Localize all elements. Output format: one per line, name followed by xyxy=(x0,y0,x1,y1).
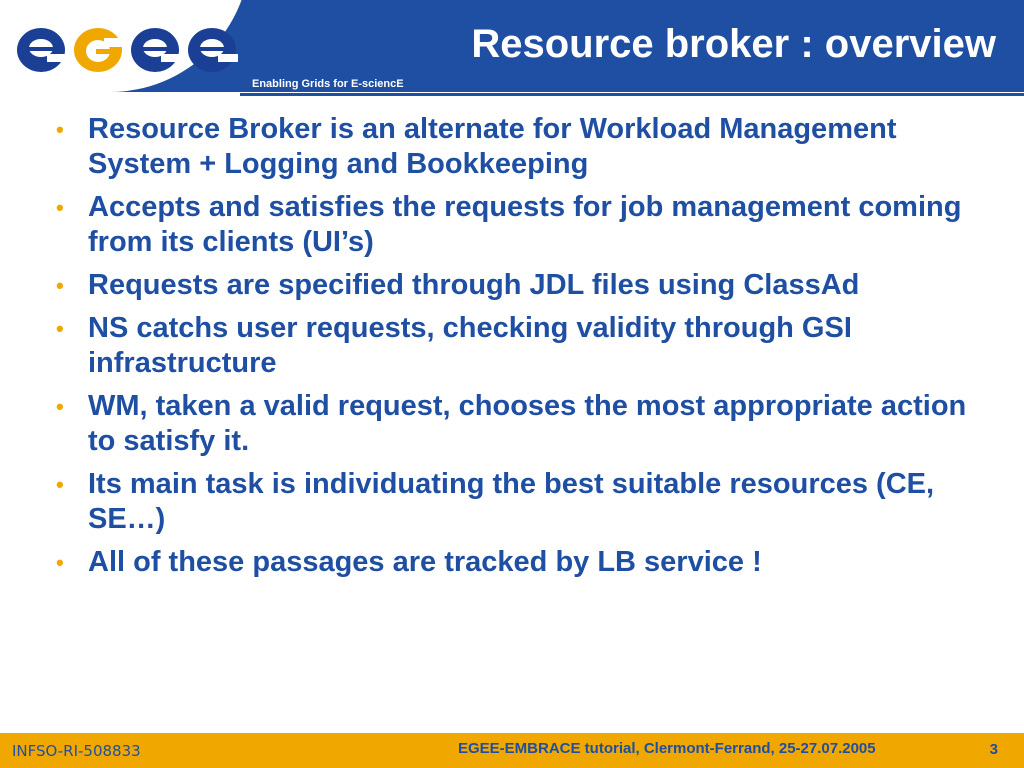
list-item xyxy=(50,112,1000,182)
tagline: Enabling Grids for E-sciencE xyxy=(252,78,404,90)
footer-event-info: EGEE-EMBRACE tutorial, Clermont-Ferrand, 25-27.07.2005 xyxy=(458,740,876,757)
list-item xyxy=(50,467,1000,537)
list-item xyxy=(50,311,1000,381)
bullet-list xyxy=(50,112,1000,588)
list-item-text: Its main task is individuating the best suitable resources (CE, SE…) xyxy=(88,468,935,535)
footer-project-id: INFSO-RI-508833 xyxy=(12,742,141,760)
egee-logo-icon xyxy=(10,14,242,82)
bullet-icon: • xyxy=(56,316,64,341)
list-item-text: NS catchs user requests, checking validity through GSI infrastructure xyxy=(88,312,852,379)
list-item xyxy=(50,389,1000,459)
list-item-text: Requests are specified through JDL files using ClassAd xyxy=(88,269,860,301)
bullet-icon: • xyxy=(56,117,64,142)
list-item xyxy=(50,268,1000,303)
list-item-text: All of these passages are tracked by LB service ! xyxy=(88,546,762,578)
list-item xyxy=(50,545,1000,580)
bullet-icon: • xyxy=(56,550,64,575)
bullet-icon: • xyxy=(56,472,64,497)
bullet-icon: • xyxy=(56,394,64,419)
footer-bar xyxy=(0,733,1024,768)
list-item xyxy=(50,190,1000,260)
list-item-text: Resource Broker is an alternate for Workload Management System + Logging and Bookkeeping xyxy=(88,113,897,180)
header-divider xyxy=(240,93,1024,96)
list-item-text: Accepts and satisfies the requests for job management coming from its clients (UI’s) xyxy=(88,191,962,258)
page-number: 3 xyxy=(989,741,998,758)
bullet-icon: • xyxy=(56,195,64,220)
bullet-icon: • xyxy=(56,273,64,298)
slide-title: Resource broker : overview xyxy=(471,22,996,66)
list-item-text: WM, taken a valid request, chooses the most appropriate action to satisfy it. xyxy=(88,390,967,457)
